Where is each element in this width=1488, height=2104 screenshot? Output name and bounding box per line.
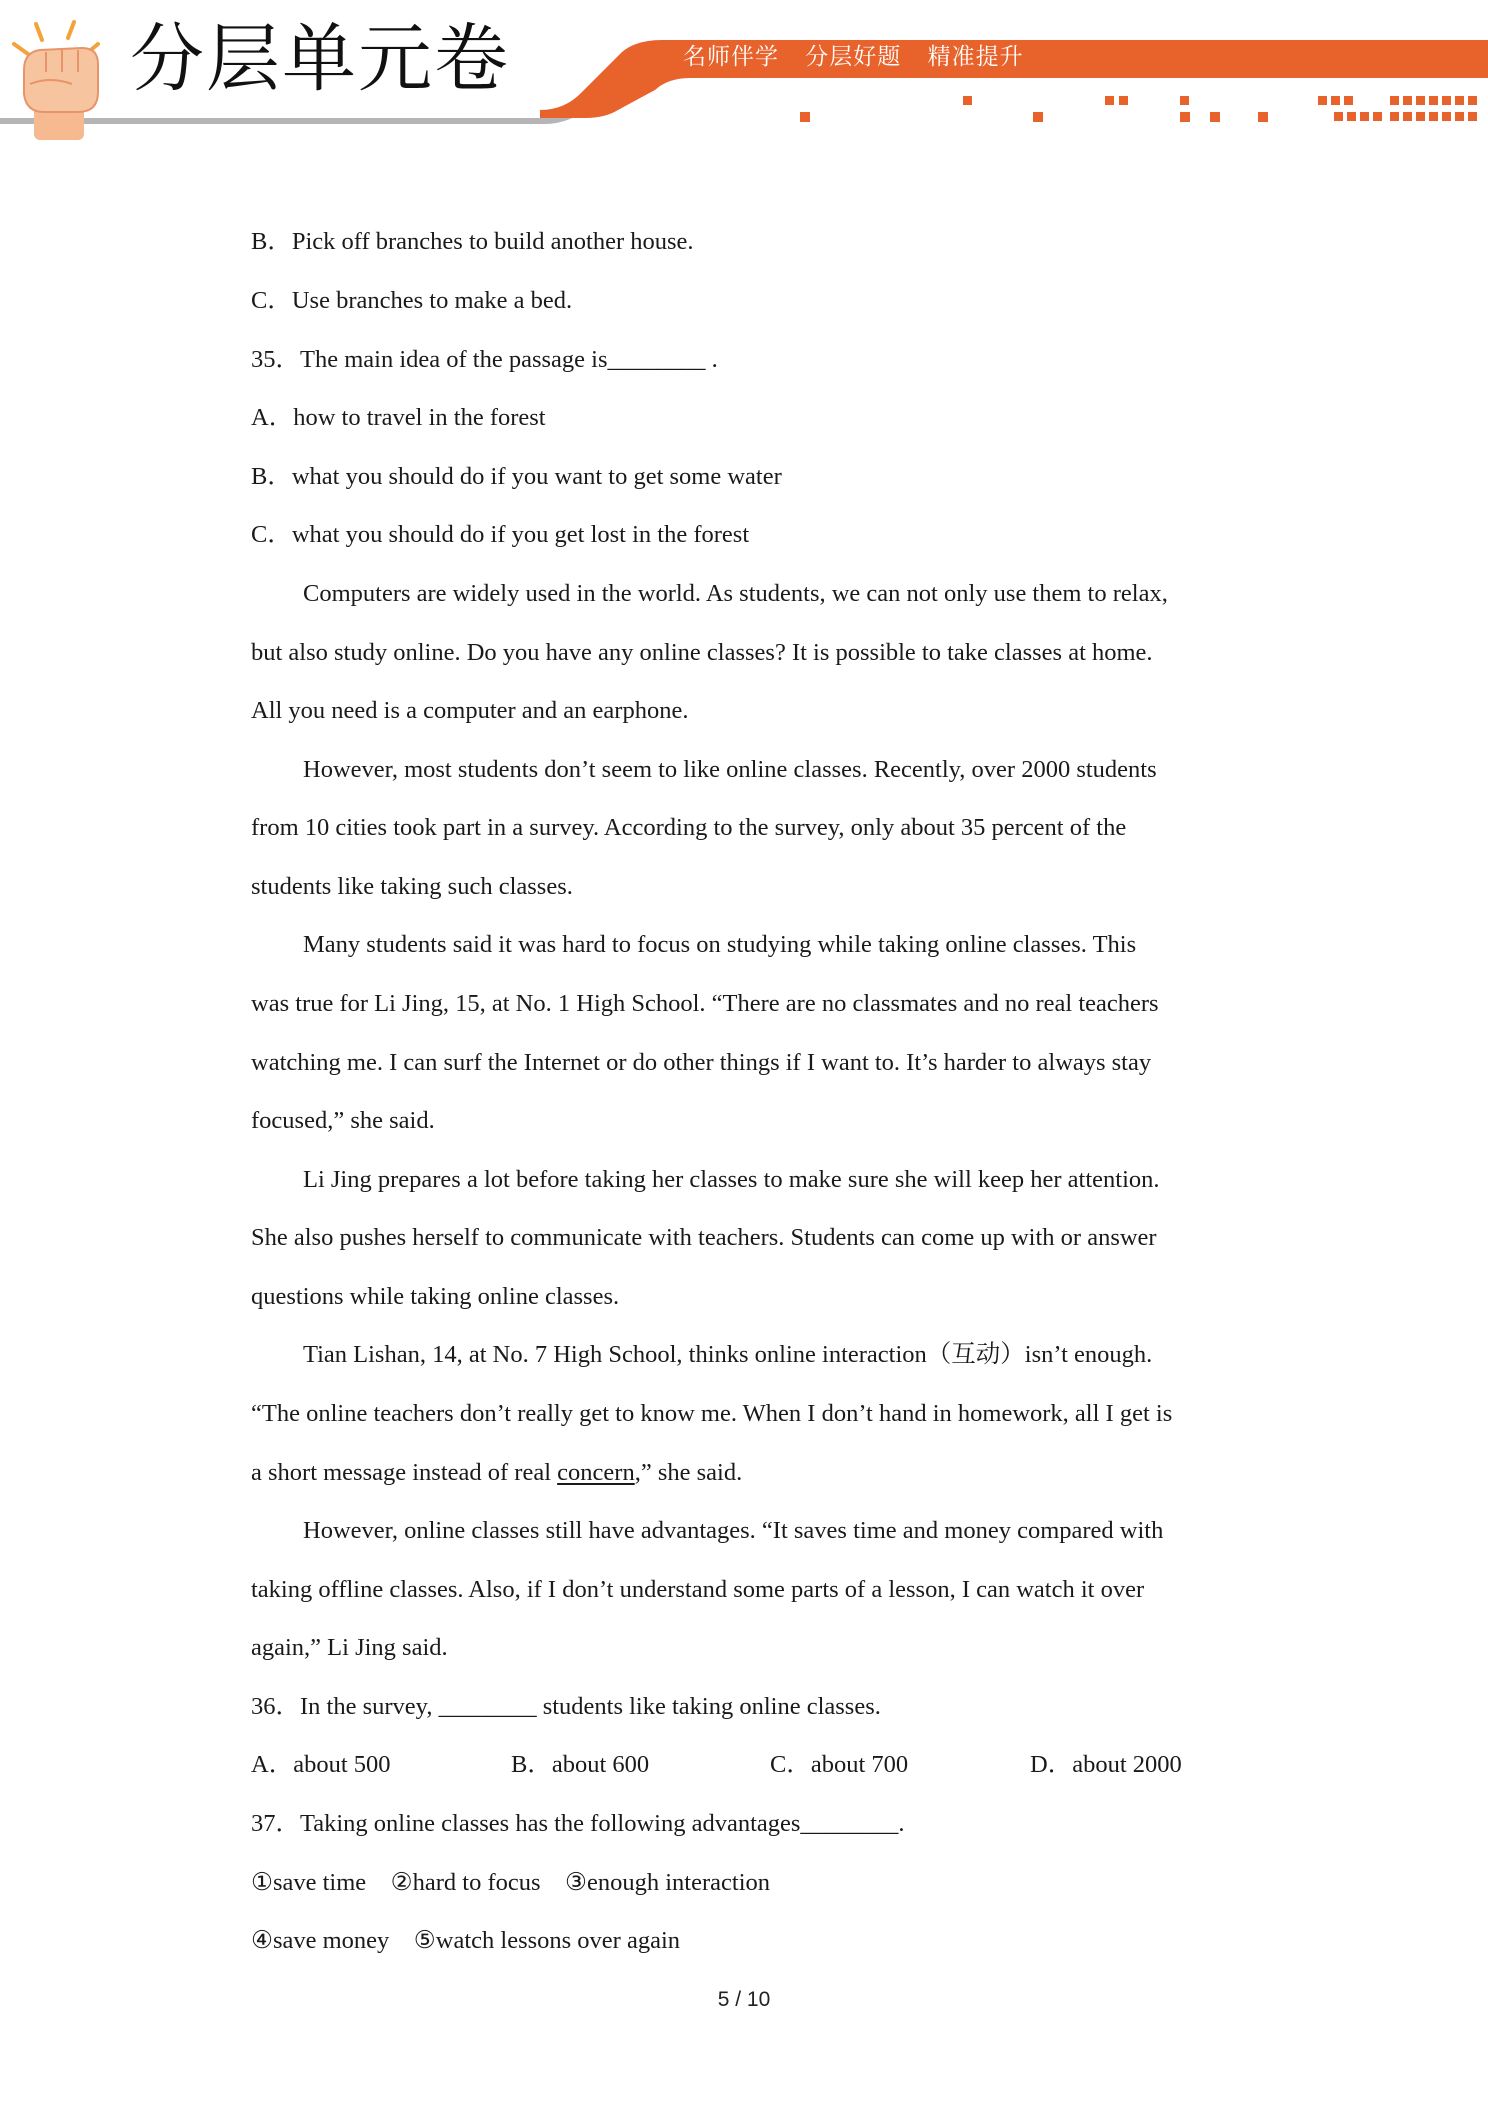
header-decor-squares [800, 96, 1477, 122]
question-36: 36．In the survey, ________ students like taking online classes. [251, 1693, 881, 1720]
q36-option-d: D．about 2000 [1030, 1751, 1182, 1778]
paragraph-line: Tian Lishan, 14, at No. 7 High School, thinks online interaction（互动）isn’t enough. [303, 1341, 1153, 1368]
q36-option-b: B．about 600 [511, 1751, 650, 1778]
paragraph-line: but also study online. Do you have any online classes? It is possible to take classes at home. [251, 639, 1153, 666]
q37-statements: ①save time ②hard to focus ③enough interaction [251, 1869, 771, 1896]
question-35: 35．The main idea of the passage is________ . [251, 346, 718, 373]
q34-option-b: B．Pick off branches to build another house. [251, 228, 694, 255]
paragraph-line: “The online teachers don’t really get to know me. When I don’t hand in homework, all I get is [251, 1400, 1173, 1427]
paragraph-line: taking offline classes. Also, if I don’t understand some parts of a lesson, I can watch it over [251, 1576, 1145, 1603]
text-run: ,” she said. [634, 1459, 743, 1486]
paragraph-line: again,” Li Jing said. [251, 1634, 448, 1661]
paragraph-line: focused,” she said. [251, 1107, 435, 1134]
paragraph-line: Li Jing prepares a lot before taking her classes to make sure she will keep her attention. [303, 1166, 1160, 1193]
paragraph-line: However, most students don’t seem to like online classes. Recently, over 2000 students [303, 756, 1157, 783]
page-number: 5 / 10 [717, 1988, 771, 2011]
paragraph-line [251, 1458, 742, 1488]
paragraph-line: questions while taking online classes. [251, 1283, 620, 1310]
paragraph-line: from 10 cities took part in a survey. According to the survey, only about 35 percent of the [251, 814, 1127, 841]
paragraph-line: Computers are widely used in the world. As students, we can not only use them to relax, [303, 580, 1168, 607]
brand-title: 分层单元卷 [130, 16, 510, 102]
text-run: a short message instead of real [251, 1459, 558, 1486]
paragraph-line: All you need is a computer and an earphone. [251, 697, 689, 724]
paragraph-line: However, online classes still have advantages. “It saves time and money compared with [303, 1517, 1164, 1544]
q36-option-c: C．about 700 [770, 1751, 909, 1778]
underlined-word: concern [557, 1459, 635, 1486]
q35-option-b: B．what you should do if you want to get some water [251, 463, 782, 490]
paragraph-line: She also pushes herself to communicate with teachers. Students can come up with or answer [251, 1224, 1157, 1251]
paragraph-line: Many students said it was hard to focus on studying while taking online classes. This [303, 931, 1137, 958]
header-slogan: 名师伴学 分层好题 精准提升 [683, 44, 1024, 70]
paragraph-line: watching me. I can surf the Internet or do other things if I want to. It’s harder to always stay [251, 1049, 1152, 1076]
question-37: 37．Taking online classes has the following advantages________. [251, 1810, 905, 1837]
paragraph-line: was true for Li Jing, 15, at No. 1 High School. “There are no classmates and no real teachers [251, 990, 1159, 1017]
paragraph-line: students like taking such classes. [251, 873, 573, 900]
q34-option-c: C．Use branches to make a bed. [251, 287, 573, 314]
q35-option-a: A．how to travel in the forest [251, 404, 546, 431]
q36-option-a: A．about 500 [251, 1751, 391, 1778]
page-header [0, 0, 1488, 150]
q35-option-c: C．what you should do if you get lost in the forest [251, 521, 750, 548]
q37-statements: ④save money ⑤watch lessons over again [251, 1927, 681, 1954]
